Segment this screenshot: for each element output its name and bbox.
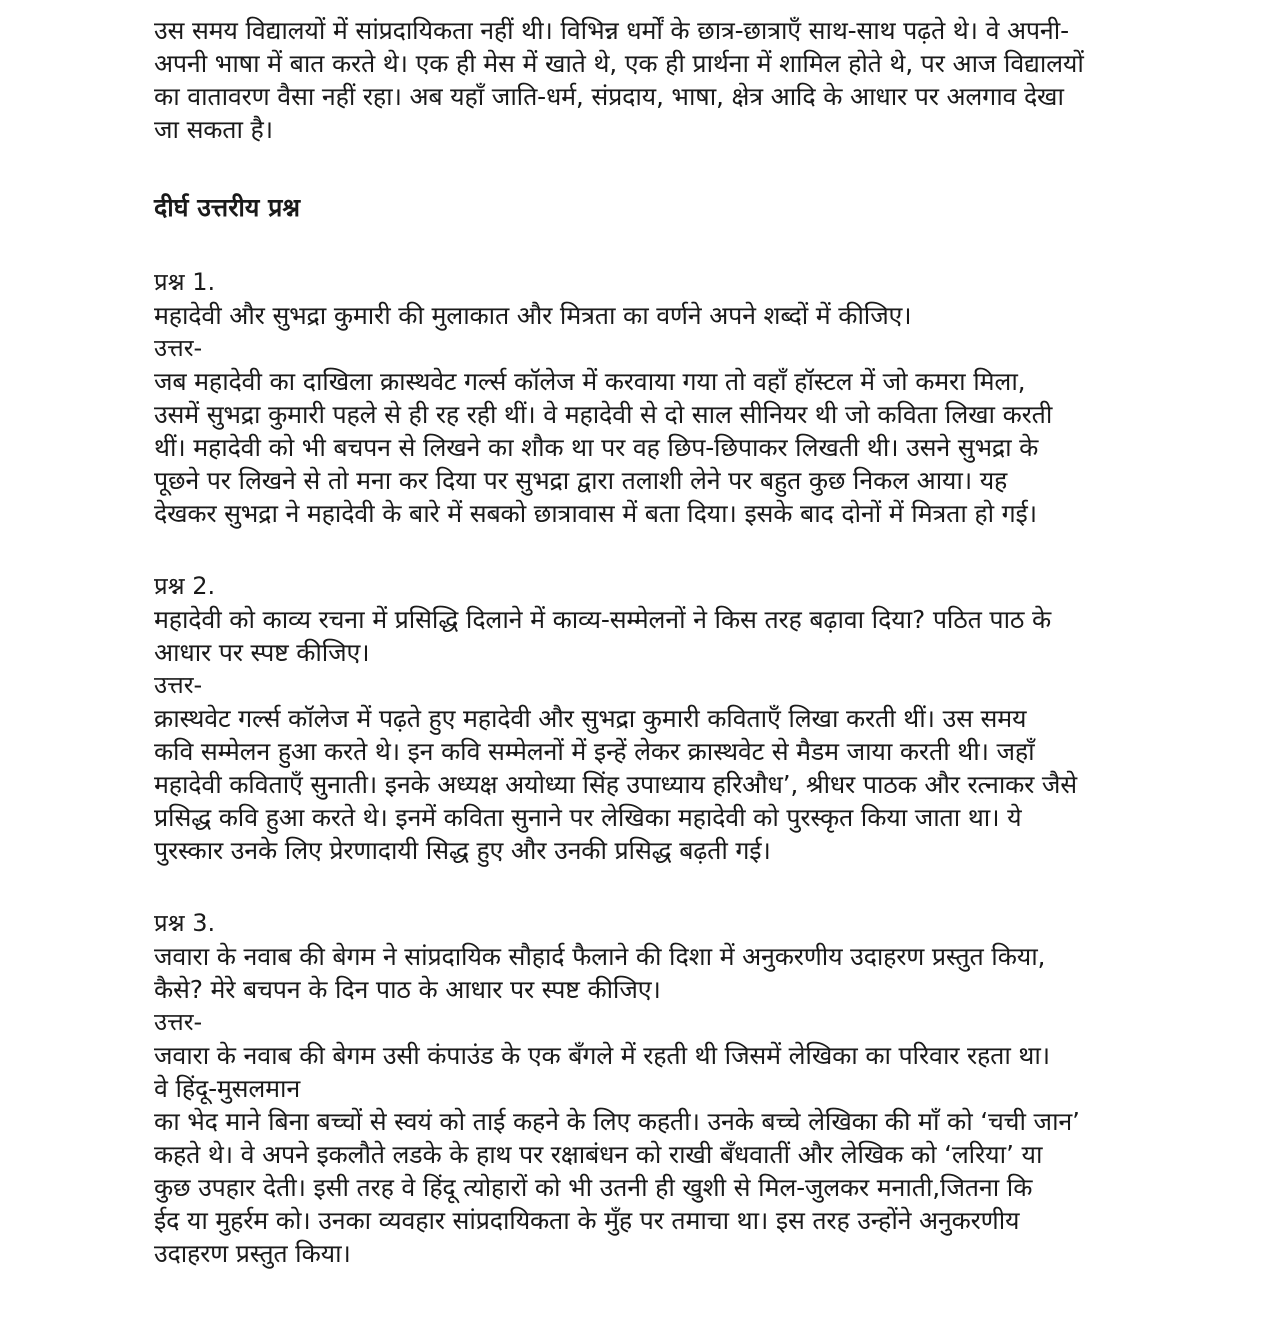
answer-text (154, 1039, 1139, 1270)
answer-label: उत्तर- (154, 1008, 203, 1036)
intro-paragraph (154, 14, 1139, 146)
answer-line: पुरस्कार उनके लिए प्रेरणादायी सिद्ध हुए और उनकी प्रसिद्ध बढ़ती गई। (154, 836, 771, 865)
answer-line: जब महादेवी का दाखिला क्रास्थवेट गर्ल्स कॉलेज में करवाया गया तो वहाँ हॉस्टल में जो कमरा मिला, (154, 367, 1026, 396)
question-block-3 (154, 907, 1139, 1270)
question-text (154, 603, 1139, 669)
question-line: महादेवी और सुभद्रा कुमारी की मुलाकात और मित्रता का वर्णने अपने शब्दों में कीजिए। (154, 301, 912, 330)
answer-line: कहते थे। वे अपने इकलौते लडके के हाथ पर रक्षाबंधन को राखी बँधवातीं और लेखिक को ‘लरिया’ या (154, 1140, 1043, 1169)
question-text (154, 299, 1139, 332)
intro-line: अपनी भाषा में बात करते थे। एक ही मेस में खाते थे, एक ही प्रार्थना में शामिल होते थे, पर आज विद्यालयों (154, 49, 1084, 78)
answer-line: उसमें सुभद्रा कुमारी पहले से ही रह रही थीं। वे महादेवी से दो साल सीनियर थी जो कविता लिखा करती (154, 400, 1053, 429)
answer-label: उत्तर- (154, 334, 203, 362)
answer-line: महादेवी कविताएँ सुनाती। इनके अध्यक्ष अयोध्या सिंह उपाध्याय हरिऔध’, श्रीधर पाठक और रत्नाकर जैसे (154, 770, 1077, 799)
question-block-1 (154, 266, 1139, 530)
answer-line: थीं। महादेवी को भी बचपन से लिखने का शौक था पर वह छिप-छिपाकर लिखती थी। उसने सुभद्रा के (154, 433, 1039, 462)
answer-line: वे हिंदू-मुसलमान (154, 1074, 300, 1103)
answer-line: का भेद माने बिना बच्चों से स्वयं को ताई कहने के लिए कहती। उनके बच्चे लेखिका की माँ को ‘चची जान’ (154, 1107, 1080, 1136)
question-line: आधार पर स्पष्ट कीजिए। (154, 638, 370, 667)
intro-line: जा सकता है। (154, 115, 273, 144)
document-page (154, 14, 1139, 1270)
question-text (154, 940, 1139, 1006)
answer-line: क्रास्थवेट गर्ल्स कॉलेज में पढ़ते हुए महादेवी और सुभद्रा कुमारी कविताएँ लिखा करती थीं। उस समय (154, 704, 1027, 733)
intro-line: उस समय विद्यालयों में सांप्रदायिकता नहीं थी। विभिन्न धर्मों के छात्र-छात्राएँ साथ-साथ पढ़ते थे। वे अपनी- (154, 16, 1069, 45)
answer-text (154, 365, 1139, 530)
section-heading: दीर्घ उत्तरीय प्रश्न (154, 193, 301, 222)
answer-line: कवि सम्मेलन हुआ करते थे। इन कवि सम्मेलनों में इन्हें लेकर क्रास्थवेट से मैडम जाया करती थी। जहाँ (154, 737, 1035, 766)
answer-line: उदाहरण प्रस्तुत किया। (154, 1239, 351, 1268)
question-line: जवारा के नवाब की बेगम ने सांप्रदायिक सौहार्द फैलाने की दिशा में अनुकरणीय उदाहरण प्रस्तुत किया, (154, 942, 1046, 971)
question-line: कैसे? मेरे बचपन के दिन पाठ के आधार पर स्पष्ट कीजिए। (154, 975, 661, 1004)
intro-line: का वातावरण वैसा नहीं रहा। अब यहाँ जाति-धर्म, संप्रदाय, भाषा, क्षेत्र आदि के आधार पर अलगाव देखा (154, 82, 1064, 111)
answer-line: पूछने पर लिखने से तो मना कर दिया पर सुभद्रा द्वारा तलाशी लेने पर बहुत कुछ निकल आया। यह (154, 466, 1008, 495)
answer-line: प्रसिद्ध कवि हुआ करते थे। इनमें कविता सुनाने पर लेखिका महादेवी को पुरस्कृत किया जाता था। ये (154, 803, 1022, 832)
answer-line: जवारा के नवाब की बेगम उसी कंपाउंड के एक बँगले में रहती थी जिसमें लेखिका का परिवार रहता था। (154, 1041, 1050, 1070)
answer-line: कुछ उपहार देती। इसी तरह वे हिंदू त्योहारों को भी उतनी ही खुशी से मिल-जुलकर मनाती,जितना कि (154, 1173, 1033, 1202)
answer-label: उत्तर- (154, 671, 203, 699)
answer-line: देखकर सुभद्रा ने महादेवी के बारे में सबको छात्रावास में बता दिया। इसके बाद दोनों में मित्रता हो गई। (154, 499, 1037, 528)
answer-line: ईद या मुहर्रम को। उनका व्यवहार सांप्रदायिकता के मुँह पर तमाचा था। इस तरह उन्होंने अनुकरणीय (154, 1206, 1020, 1235)
question-block-2 (154, 570, 1139, 867)
question-label: प्रश्न 1. (154, 268, 216, 296)
answer-text (154, 702, 1139, 867)
question-line: महादेवी को काव्य रचना में प्रसिद्धि दिलाने में काव्य-सम्मेलनों ने किस तरह बढ़ावा दिया? पठित पाठ के (154, 605, 1051, 634)
question-label: प्रश्न 2. (154, 572, 216, 600)
question-label: प्रश्न 3. (154, 909, 216, 937)
